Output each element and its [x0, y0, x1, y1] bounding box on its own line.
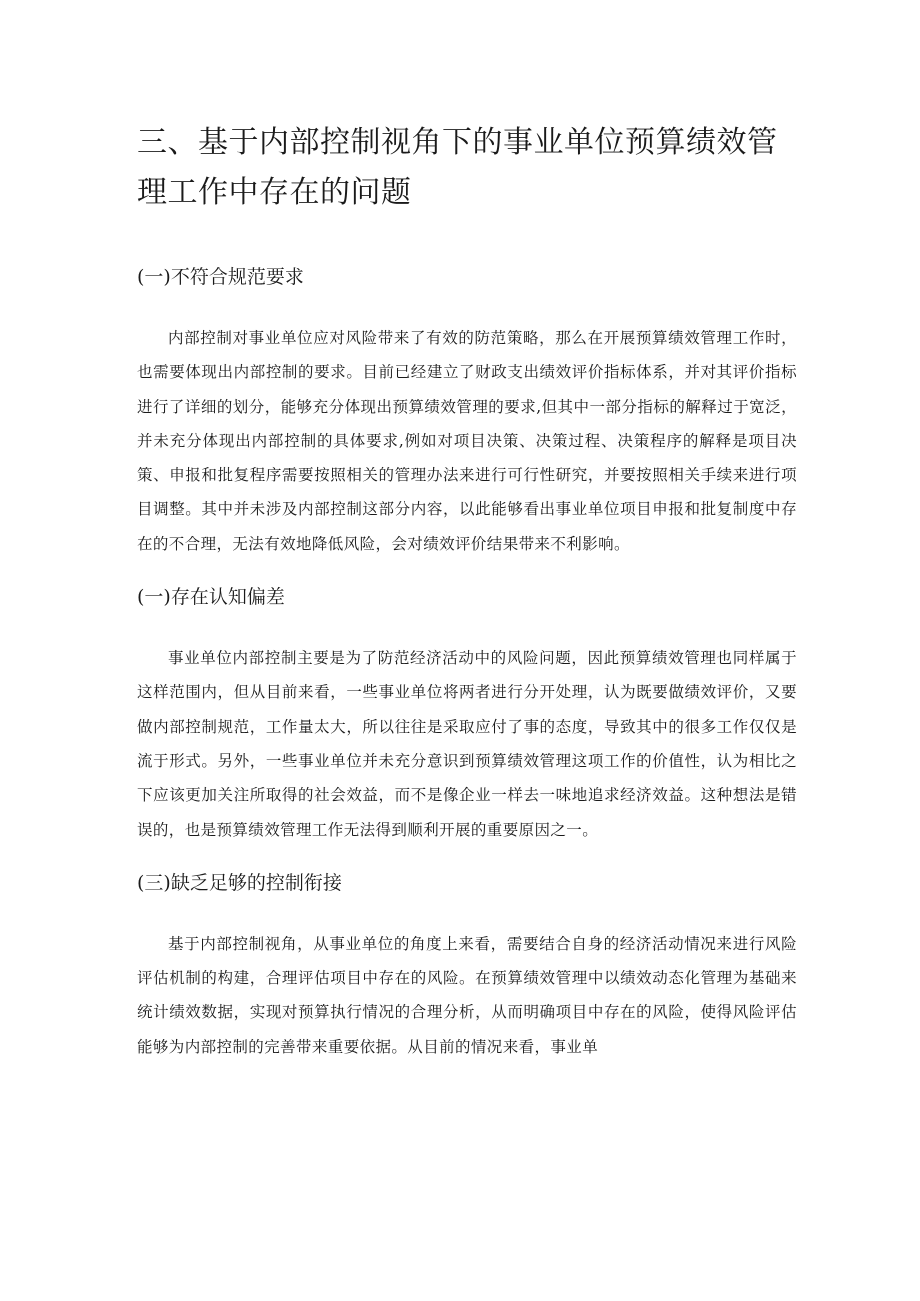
- section-heading-2: (一)存在认知偏差: [137, 586, 285, 609]
- section-heading-1: (一)不符合规范要求: [137, 266, 304, 288]
- document-page: [137, 118, 797, 1064]
- page-title: 三、基于内部控制视角下的事业单位预算绩效管理工作中存在的问题: [137, 125, 778, 210]
- section-paragraph-3: 基于内部控制视角，从事业单位的角度上来看，需要结合自身的经济活动情况来进行风险评估机制的构建，合理评估项目中存在的风险。在预算绩效管理中以绩效动态化管理为基础来统计绩效数据，实现对预算执行情况的合理分析，从而明确项目中存在的风险，使得风险评估能够为内部控制的完善带来重要依据。从目前的情况来看，事业单: [137, 934, 797, 1056]
- section-paragraph-2: 事业单位内部控制主要是为了防范经济活动中的风险问题，因此预算绩效管理也同样属于这样范围内，但从目前来看，一些事业单位将两者进行分开处理，认为既要做绩效评价，又要做内部控制规范，工作量太大，所以往往是采取应付了事的态度，导致其中的很多工作仅仅是流于形式。另外，一些事业单位并未充分意识到预算绩效管理这项工作的价值性，认为相比之下应该更加关注所取得的社会效益，而不是像企业一样去一味地追求经济效益。这种想法是错误的，也是预算绩效管理工作无法得到顺利开展的重要原因之一。: [137, 649, 797, 839]
- section-heading-3: (三)缺乏足够的控制衔接: [137, 871, 342, 894]
- section-paragraph-1: 内部控制对事业单位应对风险带来了有效的防范策略，那么在开展预算绩效管理工作时，也需要体现出内部控制的要求。目前已经建立了财政支出绩效评价指标体系，并对其评价指标进行了详细的划分，能够充分体现出预算绩效管理的要求,但其中一部分指标的解释过于宽泛，并未充分体现出内部控制的具体要求,例如对项目决策、决策过程、决策程序的解释是项目决策、申报和批复程序需要按照相关的管理办法来进行可行性研究，并要按照相关手续来进行项目调整。其中并未涉及内部控制这部分内容，以此能够看出事业单位项目申报和批复制度中存在的不合理，无法有效地降低风险，会对绩效评价结果带来不利影响。: [137, 329, 797, 553]
